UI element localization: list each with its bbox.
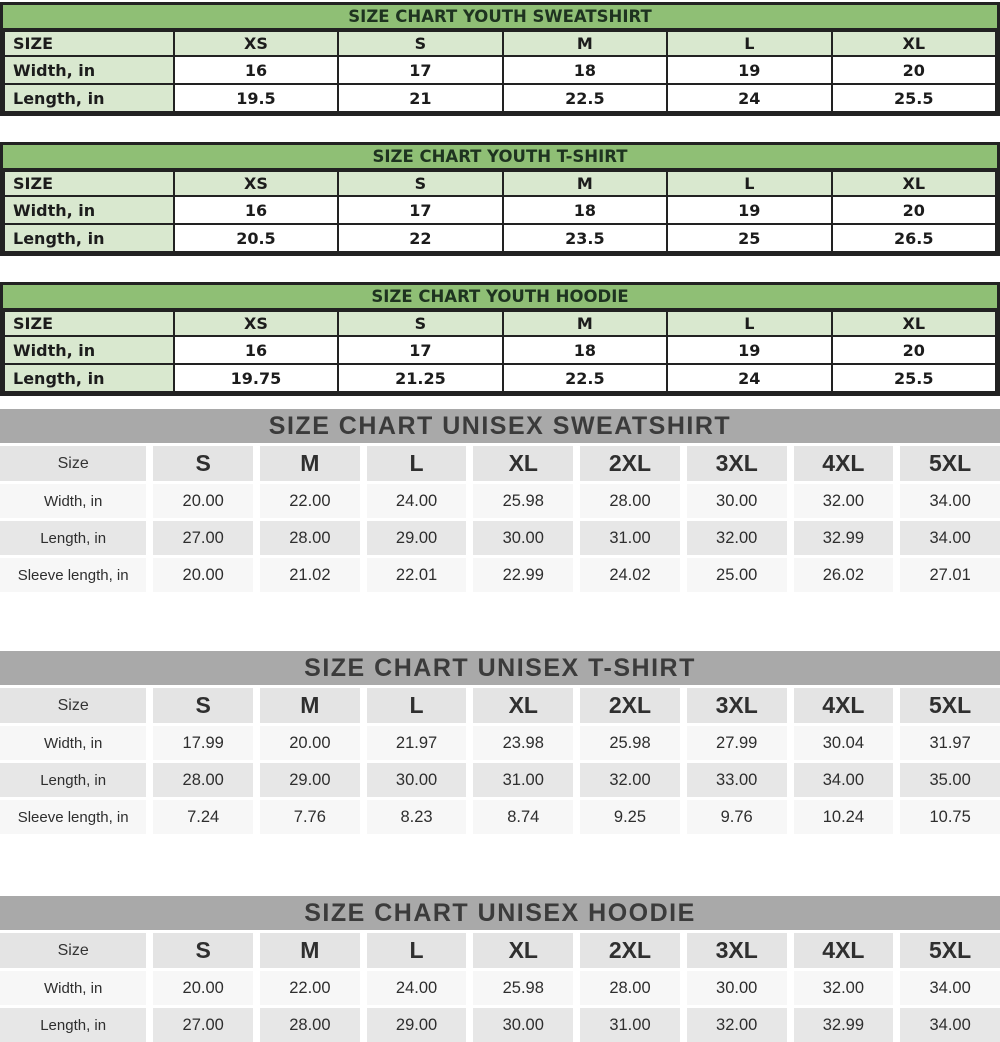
table-row [0, 1008, 1000, 1042]
measurement-value: 35.00 [900, 763, 1000, 797]
table-row [4, 196, 996, 224]
measurement-value: 25.98 [473, 484, 573, 518]
measurement-value: 20.00 [260, 726, 360, 760]
measurement-value: 21.97 [367, 726, 467, 760]
measurement-value: 20.00 [153, 484, 253, 518]
measurement-value: 22.99 [473, 558, 573, 592]
table-title: SIZE CHART YOUTH SWEATSHIRT [3, 5, 997, 30]
size-column-header: 5XL [900, 933, 1000, 968]
row-label: Length, in [4, 84, 174, 112]
size-column-header: M [260, 446, 360, 481]
measurement-value: 19.5 [174, 84, 338, 112]
measurement-value: 30.04 [794, 726, 894, 760]
size-corner-label: SIZE [4, 311, 174, 336]
measurement-value: 32.00 [794, 971, 894, 1005]
table-row [0, 800, 1000, 834]
measurement-value: 7.76 [260, 800, 360, 834]
table-row [0, 558, 1000, 592]
table-wrapper [0, 933, 1000, 1042]
measurement-value: 28.00 [260, 521, 360, 555]
table-row [4, 84, 996, 112]
measurement-value: 29.00 [367, 1008, 467, 1042]
size-column-header: L [667, 311, 831, 336]
table-row [0, 726, 1000, 760]
size-column-header: L [667, 171, 831, 196]
measurement-value: 20 [832, 56, 996, 84]
size-table-grid [3, 310, 997, 393]
measurement-value: 25.98 [580, 726, 680, 760]
row-label: Width, in [0, 484, 146, 518]
row-label: Length, in [0, 763, 146, 797]
measurement-value: 24 [667, 364, 831, 392]
measurement-value: 34.00 [794, 763, 894, 797]
size-column-header: L [667, 31, 831, 56]
table-title: SIZE CHART UNISEX HOODIE [0, 896, 1000, 930]
measurement-value: 17 [338, 56, 502, 84]
measurement-value: 22 [338, 224, 502, 252]
row-label: Width, in [0, 726, 146, 760]
measurement-value: 32.00 [794, 484, 894, 518]
measurement-value: 30.00 [687, 971, 787, 1005]
measurement-value: 28.00 [153, 763, 253, 797]
measurement-value: 20.00 [153, 558, 253, 592]
table-row [0, 521, 1000, 555]
table-header-row [4, 311, 996, 336]
row-label: Length, in [4, 224, 174, 252]
table-header-row [4, 31, 996, 56]
size-column-header: S [338, 31, 502, 56]
youth-size-table [0, 2, 1000, 116]
measurement-value: 16 [174, 56, 338, 84]
size-column-header: S [153, 933, 253, 968]
size-corner-label: SIZE [4, 171, 174, 196]
unisex-size-charts [0, 409, 1000, 1042]
size-column-header: 3XL [687, 933, 787, 968]
table-header-row [0, 933, 1000, 968]
measurement-value: 10.75 [900, 800, 1000, 834]
size-column-header: XS [174, 171, 338, 196]
measurement-value: 21 [338, 84, 502, 112]
measurement-value: 20 [832, 196, 996, 224]
measurement-value: 30.00 [687, 484, 787, 518]
measurement-value: 25 [667, 224, 831, 252]
size-corner-label: Size [0, 446, 146, 481]
table-title: SIZE CHART YOUTH HOODIE [3, 285, 997, 310]
size-column-header: M [503, 311, 667, 336]
size-column-header: 3XL [687, 688, 787, 723]
measurement-value: 28.00 [580, 971, 680, 1005]
size-column-header: 5XL [900, 446, 1000, 481]
measurement-value: 24 [667, 84, 831, 112]
size-column-header: XL [832, 31, 996, 56]
size-corner-label: Size [0, 933, 146, 968]
measurement-value: 22.01 [367, 558, 467, 592]
measurement-value: 17 [338, 196, 502, 224]
size-column-header: 4XL [794, 933, 894, 968]
measurement-value: 31.00 [580, 1008, 680, 1042]
measurement-value: 21.25 [338, 364, 502, 392]
measurement-value: 34.00 [900, 1008, 1000, 1042]
measurement-value: 25.00 [687, 558, 787, 592]
measurement-value: 22.5 [503, 84, 667, 112]
measurement-value: 32.00 [687, 1008, 787, 1042]
youth-size-charts [0, 0, 1000, 396]
size-column-header: S [338, 171, 502, 196]
row-label: Length, in [4, 364, 174, 392]
measurement-value: 27.99 [687, 726, 787, 760]
measurement-value: 22.00 [260, 971, 360, 1005]
size-column-header: M [503, 31, 667, 56]
unisex-size-table [0, 651, 1000, 834]
measurement-value: 25.5 [832, 84, 996, 112]
size-column-header: S [153, 688, 253, 723]
size-column-header: XL [832, 311, 996, 336]
size-table-grid [3, 30, 997, 113]
measurement-value: 25.98 [473, 971, 573, 1005]
size-column-header: M [260, 933, 360, 968]
measurement-value: 30.00 [473, 1008, 573, 1042]
measurement-value: 29.00 [260, 763, 360, 797]
size-column-header: 2XL [580, 446, 680, 481]
row-label: Length, in [0, 1008, 146, 1042]
measurement-value: 23.98 [473, 726, 573, 760]
size-corner-label: Size [0, 688, 146, 723]
measurement-value: 9.76 [687, 800, 787, 834]
table-header-row [0, 688, 1000, 723]
table-row [4, 336, 996, 364]
measurement-value: 17.99 [153, 726, 253, 760]
measurement-value: 32.00 [580, 763, 680, 797]
size-column-header: XS [174, 31, 338, 56]
row-label: Width, in [4, 56, 174, 84]
row-label: Sleeve length, in [0, 558, 146, 592]
row-label: Sleeve length, in [0, 800, 146, 834]
measurement-value: 34.00 [900, 971, 1000, 1005]
table-row [4, 364, 996, 392]
measurement-value: 24.00 [367, 971, 467, 1005]
measurement-value: 31.00 [473, 763, 573, 797]
table-row [4, 224, 996, 252]
unisex-size-table [0, 896, 1000, 1042]
size-column-header: 4XL [794, 446, 894, 481]
size-column-header: XL [473, 446, 573, 481]
row-label: Width, in [0, 971, 146, 1005]
size-column-header: XS [174, 311, 338, 336]
measurement-value: 16 [174, 336, 338, 364]
measurement-value: 34.00 [900, 521, 1000, 555]
size-column-header: L [367, 933, 467, 968]
size-column-header: XL [832, 171, 996, 196]
measurement-value: 19 [667, 196, 831, 224]
row-label: Width, in [4, 196, 174, 224]
table-header-row [4, 171, 996, 196]
size-column-header: 4XL [794, 688, 894, 723]
measurement-value: 34.00 [900, 484, 1000, 518]
measurement-value: 31.00 [580, 521, 680, 555]
measurement-value: 8.74 [473, 800, 573, 834]
table-row [0, 763, 1000, 797]
measurement-value: 26.02 [794, 558, 894, 592]
measurement-value: 22.5 [503, 364, 667, 392]
youth-size-table [0, 282, 1000, 396]
measurement-value: 21.02 [260, 558, 360, 592]
measurement-value: 10.24 [794, 800, 894, 834]
measurement-value: 24.02 [580, 558, 680, 592]
size-column-header: XL [473, 688, 573, 723]
table-row [0, 484, 1000, 518]
measurement-value: 18 [503, 336, 667, 364]
measurement-value: 8.23 [367, 800, 467, 834]
table-wrapper [0, 446, 1000, 592]
unisex-size-table [0, 409, 1000, 592]
measurement-value: 23.5 [503, 224, 667, 252]
measurement-value: 30.00 [473, 521, 573, 555]
size-column-header: 2XL [580, 688, 680, 723]
row-label: Length, in [0, 521, 146, 555]
measurement-value: 16 [174, 196, 338, 224]
size-column-header: L [367, 688, 467, 723]
size-corner-label: SIZE [4, 31, 174, 56]
size-column-header: 5XL [900, 688, 1000, 723]
measurement-value: 25.5 [832, 364, 996, 392]
measurement-value: 32.99 [794, 1008, 894, 1042]
measurement-value: 29.00 [367, 521, 467, 555]
size-table-grid [0, 688, 1000, 834]
table-header-row [0, 446, 1000, 481]
measurement-value: 31.97 [900, 726, 1000, 760]
measurement-value: 19.75 [174, 364, 338, 392]
youth-size-table [0, 142, 1000, 256]
measurement-value: 27.00 [153, 521, 253, 555]
size-column-header: L [367, 446, 467, 481]
measurement-value: 17 [338, 336, 502, 364]
table-title: SIZE CHART UNISEX SWEATSHIRT [0, 409, 1000, 443]
measurement-value: 28.00 [580, 484, 680, 518]
table-row [4, 56, 996, 84]
size-table-grid [0, 446, 1000, 592]
measurement-value: 32.99 [794, 521, 894, 555]
measurement-value: 27.01 [900, 558, 1000, 592]
row-label: Width, in [4, 336, 174, 364]
table-wrapper [0, 688, 1000, 834]
table-title: SIZE CHART UNISEX T-SHIRT [0, 651, 1000, 685]
size-column-header: 2XL [580, 933, 680, 968]
measurement-value: 20.00 [153, 971, 253, 1005]
size-column-header: XL [473, 933, 573, 968]
measurement-value: 19 [667, 336, 831, 364]
measurement-value: 24.00 [367, 484, 467, 518]
measurement-value: 18 [503, 56, 667, 84]
measurement-value: 28.00 [260, 1008, 360, 1042]
table-title: SIZE CHART YOUTH T-SHIRT [3, 145, 997, 170]
size-column-header: 3XL [687, 446, 787, 481]
size-column-header: M [260, 688, 360, 723]
measurement-value: 27.00 [153, 1008, 253, 1042]
measurement-value: 30.00 [367, 763, 467, 797]
measurement-value: 19 [667, 56, 831, 84]
measurement-value: 9.25 [580, 800, 680, 834]
measurement-value: 32.00 [687, 521, 787, 555]
size-column-header: S [153, 446, 253, 481]
size-table-grid [3, 170, 997, 253]
measurement-value: 33.00 [687, 763, 787, 797]
measurement-value: 7.24 [153, 800, 253, 834]
measurement-value: 20.5 [174, 224, 338, 252]
measurement-value: 18 [503, 196, 667, 224]
size-column-header: M [503, 171, 667, 196]
measurement-value: 26.5 [832, 224, 996, 252]
measurement-value: 22.00 [260, 484, 360, 518]
size-table-grid [0, 933, 1000, 1042]
measurement-value: 20 [832, 336, 996, 364]
size-column-header: S [338, 311, 502, 336]
